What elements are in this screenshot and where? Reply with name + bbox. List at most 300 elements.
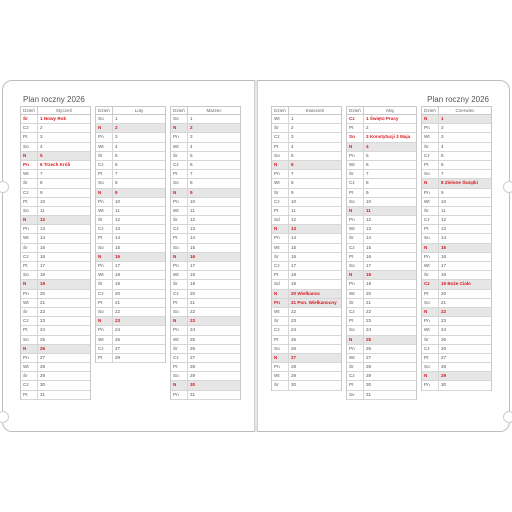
day-row[interactable] — [171, 207, 240, 216]
day-row[interactable] — [171, 290, 240, 299]
day-row[interactable] — [422, 143, 491, 152]
day-row[interactable] — [96, 198, 165, 207]
day-row[interactable] — [171, 143, 240, 152]
day-row[interactable] — [21, 363, 90, 372]
day-entry: 9 — [366, 189, 369, 195]
day-entry: 22 — [40, 308, 46, 314]
day-row[interactable] — [96, 179, 165, 188]
day-entry: 17 — [115, 263, 121, 268]
day-row[interactable] — [347, 161, 416, 170]
day-row[interactable] — [422, 363, 491, 372]
weekday-abbr: Wt — [422, 262, 439, 270]
day-row[interactable] — [171, 115, 240, 124]
day-row[interactable] — [347, 290, 416, 299]
month-table-january — [20, 106, 91, 400]
day-entry: 21 — [441, 299, 447, 305]
day-entry: 30 — [366, 382, 372, 388]
day-row[interactable] — [21, 198, 90, 207]
day-row[interactable] — [272, 170, 341, 179]
day-row[interactable] — [272, 253, 341, 262]
day-entry: 11 — [291, 207, 296, 213]
weekday-abbr: Cz — [96, 345, 113, 353]
day-row[interactable] — [21, 290, 90, 299]
binder-hole — [503, 181, 512, 193]
weekday-abbr: Pn — [422, 381, 439, 389]
month-name: Styczeń — [55, 108, 73, 113]
day-entry: 4 — [190, 143, 193, 149]
day-entry: 28 — [291, 364, 297, 370]
day-row[interactable] — [272, 363, 341, 372]
day-row[interactable] — [272, 372, 341, 381]
day-row[interactable] — [96, 115, 165, 124]
day-row[interactable] — [422, 271, 491, 280]
day-row[interactable] — [272, 336, 341, 345]
day-entry: 11 — [441, 207, 446, 213]
day-row[interactable] — [347, 317, 416, 326]
day-row[interactable] — [171, 225, 240, 234]
day-entry: 6 — [190, 161, 193, 167]
day-row[interactable] — [96, 299, 165, 308]
weekday-abbr: So — [422, 170, 439, 178]
day-row[interactable] — [272, 234, 341, 243]
day-row[interactable] — [96, 290, 165, 299]
day-row[interactable] — [347, 198, 416, 207]
day-row[interactable] — [21, 336, 90, 345]
day-entry: 26 — [366, 345, 372, 351]
day-entry: 12 — [115, 217, 121, 223]
day-row[interactable] — [422, 336, 491, 345]
weekday-abbr: Pt — [21, 391, 38, 399]
day-row[interactable] — [21, 124, 90, 133]
day-entry: 7 — [366, 171, 369, 177]
day-row[interactable] — [21, 326, 90, 335]
day-entry: 6 — [366, 161, 369, 167]
day-entry: 25 — [291, 336, 297, 342]
weekday-abbr: So — [347, 198, 364, 206]
weekday-abbr: Śr — [96, 280, 113, 288]
day-row[interactable] — [96, 262, 165, 271]
day-row[interactable] — [171, 152, 240, 161]
day-row[interactable] — [422, 133, 491, 142]
day-entry: 6 Trzech Króli — [40, 161, 71, 167]
day-row[interactable] — [422, 345, 491, 354]
day-row[interactable] — [422, 308, 491, 317]
day-row[interactable] — [422, 115, 491, 124]
day-column-header: Dzień — [422, 107, 439, 114]
day-entry: 21 — [366, 299, 372, 305]
day-row[interactable] — [171, 124, 240, 133]
day-entry: 10 — [40, 198, 46, 204]
day-row[interactable] — [272, 189, 341, 198]
day-entry: 5 — [40, 152, 43, 158]
day-row[interactable] — [21, 143, 90, 152]
weekday-abbr: Cz — [272, 262, 289, 270]
day-row[interactable] — [272, 280, 341, 289]
day-entry: 4 — [366, 143, 369, 149]
weekday-abbr: Śr — [422, 143, 439, 151]
day-row[interactable] — [21, 207, 90, 216]
day-row[interactable] — [272, 326, 341, 335]
day-row[interactable] — [96, 234, 165, 243]
day-row[interactable] — [347, 308, 416, 317]
weekday-abbr: Cz — [21, 124, 38, 132]
day-entry: 15 — [40, 244, 46, 250]
day-entry: 7 — [291, 171, 294, 177]
day-row[interactable] — [347, 299, 416, 308]
day-entry: 13 — [441, 226, 447, 232]
day-row[interactable] — [347, 133, 416, 142]
day-row[interactable] — [422, 354, 491, 363]
day-row[interactable] — [422, 317, 491, 326]
day-row[interactable] — [171, 198, 240, 207]
day-row[interactable] — [272, 198, 341, 207]
day-column-header: Dzień — [96, 107, 113, 114]
day-entry: 16 — [441, 253, 447, 259]
day-entry: 9 — [40, 189, 43, 195]
day-row[interactable] — [347, 326, 416, 335]
weekday-abbr: Pn — [347, 345, 364, 353]
day-row[interactable] — [347, 225, 416, 234]
day-row[interactable] — [21, 216, 90, 225]
day-row[interactable] — [347, 271, 416, 280]
day-row[interactable] — [347, 216, 416, 225]
day-row[interactable] — [21, 271, 90, 280]
day-row[interactable] — [347, 336, 416, 345]
day-row[interactable] — [272, 299, 341, 308]
day-row[interactable] — [21, 179, 90, 188]
weekday-abbr: N — [347, 143, 364, 151]
weekday-abbr: N — [422, 244, 439, 252]
day-entry: 25 — [441, 336, 447, 342]
day-entry: 16 — [366, 253, 372, 259]
day-row[interactable] — [96, 207, 165, 216]
day-entry: 14 — [190, 235, 196, 241]
weekday-abbr: Cz — [96, 161, 113, 169]
day-row[interactable] — [171, 280, 240, 289]
day-entry: 24 — [40, 327, 46, 333]
day-row[interactable] — [347, 244, 416, 253]
day-entry: 10 — [115, 198, 121, 204]
day-row[interactable] — [422, 152, 491, 161]
day-row[interactable] — [21, 391, 90, 400]
day-row[interactable] — [96, 354, 165, 363]
day-row[interactable] — [96, 253, 165, 262]
day-row[interactable] — [422, 170, 491, 179]
day-row[interactable] — [171, 391, 240, 400]
weekday-abbr: Śr — [347, 234, 364, 242]
weekday-abbr: Pn — [171, 326, 188, 334]
day-row[interactable] — [21, 372, 90, 381]
day-row[interactable] — [96, 280, 165, 289]
day-entry: 20 Wielkanoc — [291, 290, 321, 296]
day-row[interactable] — [21, 225, 90, 234]
day-row[interactable] — [272, 115, 341, 124]
day-row[interactable] — [272, 161, 341, 170]
day-row[interactable] — [171, 189, 240, 198]
month-name: Marzec — [206, 108, 222, 113]
day-column-header: Dzień — [272, 107, 289, 114]
weekday-abbr: Wt — [21, 299, 38, 307]
day-entry: 24 — [190, 327, 196, 333]
day-row[interactable] — [171, 317, 240, 326]
day-row[interactable] — [422, 179, 491, 188]
day-row[interactable] — [96, 216, 165, 225]
day-row[interactable] — [422, 299, 491, 308]
day-row[interactable] — [272, 244, 341, 253]
day-row[interactable] — [96, 336, 165, 345]
weekday-abbr: Wt — [171, 143, 188, 151]
day-row[interactable] — [96, 124, 165, 133]
weekday-abbr: Pn — [96, 262, 113, 270]
day-row[interactable] — [171, 308, 240, 317]
day-row[interactable] — [21, 280, 90, 289]
day-row[interactable] — [96, 189, 165, 198]
weekday-abbr: Pn — [171, 391, 188, 399]
day-row[interactable] — [422, 161, 491, 170]
day-entry: 1 — [190, 116, 193, 121]
weekday-abbr: Pt — [96, 354, 113, 362]
day-row[interactable] — [171, 299, 240, 308]
day-row[interactable] — [272, 381, 341, 390]
day-entry: 1 — [441, 116, 444, 121]
day-row[interactable] — [21, 299, 90, 308]
day-entry: 26 — [291, 345, 297, 351]
day-row[interactable] — [272, 124, 341, 133]
weekday-abbr: Cz — [422, 216, 439, 224]
weekday-abbr: Śr — [272, 253, 289, 261]
day-row[interactable] — [96, 143, 165, 152]
day-row[interactable] — [272, 143, 341, 152]
weekday-abbr: Pt — [171, 234, 188, 242]
day-row[interactable] — [347, 253, 416, 262]
day-entry: 30 — [40, 382, 46, 388]
day-row[interactable] — [96, 326, 165, 335]
day-row[interactable] — [171, 372, 240, 381]
day-row[interactable] — [171, 170, 240, 179]
day-row[interactable] — [96, 152, 165, 161]
day-row[interactable] — [347, 152, 416, 161]
day-row[interactable] — [422, 290, 491, 299]
day-row[interactable] — [272, 354, 341, 363]
weekday-abbr: Pn — [171, 198, 188, 206]
day-row[interactable] — [21, 152, 90, 161]
weekday-abbr: Pt — [171, 299, 188, 307]
day-row[interactable] — [171, 271, 240, 280]
day-row[interactable] — [21, 244, 90, 253]
month-name: Luty — [134, 108, 144, 113]
day-row[interactable] — [272, 225, 341, 234]
weekday-abbr: Pn — [96, 198, 113, 206]
day-entry: 2 — [441, 125, 444, 131]
day-entry: 12 — [366, 217, 372, 223]
day-row[interactable] — [171, 234, 240, 243]
day-row[interactable] — [347, 363, 416, 372]
day-entry: 3 — [40, 134, 43, 140]
day-entry: 18 — [366, 272, 372, 278]
weekday-abbr: Wt — [96, 207, 113, 215]
weekday-abbr: Wt — [272, 308, 289, 316]
day-row[interactable] — [422, 381, 491, 390]
day-entry: 8 — [40, 180, 43, 186]
day-entry: 18 — [115, 272, 121, 278]
weekday-abbr: Wt — [272, 372, 289, 380]
day-row[interactable] — [96, 244, 165, 253]
weekday-abbr: Cz — [96, 290, 113, 298]
day-entry: 8 — [115, 180, 118, 186]
day-row[interactable] — [96, 345, 165, 354]
day-entry: 1 Święto Pracy — [366, 116, 399, 121]
day-row[interactable] — [171, 161, 240, 170]
day-row[interactable] — [422, 234, 491, 243]
day-row[interactable] — [21, 317, 90, 326]
weekday-abbr: So — [21, 143, 38, 151]
weekday-abbr: Pn — [422, 317, 439, 325]
weekday-abbr: Wt — [347, 354, 364, 362]
weekday-abbr: N — [347, 271, 364, 279]
day-row[interactable] — [347, 354, 416, 363]
day-row[interactable] — [96, 271, 165, 280]
day-row[interactable] — [171, 244, 240, 253]
weekday-abbr: Śr — [171, 216, 188, 224]
day-row[interactable] — [272, 262, 341, 271]
day-entry: 12 — [190, 217, 196, 223]
day-row[interactable] — [96, 317, 165, 326]
day-row[interactable] — [422, 253, 491, 262]
weekday-abbr: Śr — [21, 244, 38, 252]
day-row[interactable] — [21, 354, 90, 363]
day-row[interactable] — [272, 179, 341, 188]
day-row[interactable] — [21, 170, 90, 179]
day-row[interactable] — [21, 115, 90, 124]
day-entry: 29 — [291, 373, 297, 379]
day-row[interactable] — [96, 170, 165, 179]
day-entry: 20 — [441, 290, 447, 296]
weekday-abbr: N — [96, 124, 113, 132]
day-row[interactable] — [347, 124, 416, 133]
weekday-abbr: So — [21, 207, 38, 215]
day-row[interactable] — [171, 363, 240, 372]
day-row[interactable] — [96, 133, 165, 142]
day-row[interactable] — [171, 133, 240, 142]
day-entry: 18 — [40, 272, 46, 278]
weekday-abbr: Wt — [171, 207, 188, 215]
day-row[interactable] — [272, 271, 341, 280]
day-row[interactable] — [171, 336, 240, 345]
day-row[interactable] — [422, 225, 491, 234]
weekday-abbr: Pn — [347, 152, 364, 160]
day-row[interactable] — [347, 345, 416, 354]
day-row[interactable] — [21, 133, 90, 142]
day-row[interactable] — [272, 216, 341, 225]
day-row[interactable] — [272, 308, 341, 317]
weekday-abbr: Wt — [272, 115, 289, 123]
day-row[interactable] — [171, 326, 240, 335]
day-row[interactable] — [347, 207, 416, 216]
day-row[interactable] — [171, 262, 240, 271]
day-entry: 27 — [115, 345, 121, 351]
day-row[interactable] — [272, 133, 341, 142]
day-row[interactable] — [171, 253, 240, 262]
day-row[interactable] — [21, 161, 90, 170]
day-row[interactable] — [272, 290, 341, 299]
day-row[interactable] — [422, 189, 491, 198]
day-row[interactable] — [422, 198, 491, 207]
day-row[interactable] — [347, 381, 416, 390]
day-row[interactable] — [422, 372, 491, 381]
day-entry: 14 — [291, 235, 297, 241]
day-row[interactable] — [347, 372, 416, 381]
day-row[interactable] — [21, 262, 90, 271]
day-row[interactable] — [347, 143, 416, 152]
day-row[interactable] — [21, 381, 90, 390]
day-row[interactable] — [171, 381, 240, 390]
day-entry: 30 — [190, 382, 196, 388]
day-row[interactable] — [272, 152, 341, 161]
day-row[interactable] — [21, 345, 90, 354]
day-row[interactable] — [171, 216, 240, 225]
day-row[interactable] — [347, 115, 416, 124]
day-entry: 25 — [115, 336, 121, 342]
day-row[interactable] — [347, 280, 416, 289]
day-row[interactable] — [96, 161, 165, 170]
day-row[interactable] — [422, 280, 491, 289]
day-row[interactable] — [347, 189, 416, 198]
day-entry: 23 — [115, 318, 121, 324]
day-row[interactable] — [272, 317, 341, 326]
day-row[interactable] — [21, 308, 90, 317]
day-entry: 10 — [441, 198, 447, 204]
day-row[interactable] — [347, 170, 416, 179]
day-row[interactable] — [347, 262, 416, 271]
day-row[interactable] — [96, 308, 165, 317]
day-entry: 2 — [40, 125, 43, 131]
day-row[interactable] — [171, 345, 240, 354]
day-entry: 5 — [291, 152, 294, 158]
weekday-abbr: N — [272, 354, 289, 362]
weekday-abbr: Wt — [171, 336, 188, 344]
weekday-abbr: Pt — [272, 207, 289, 215]
month-name: Czerwiec — [455, 108, 475, 113]
day-entry: 19 — [190, 281, 196, 287]
day-row[interactable] — [347, 234, 416, 243]
day-entry: 22 — [115, 308, 121, 314]
weekday-abbr: Śr — [272, 317, 289, 325]
weekday-abbr: So — [347, 133, 364, 141]
weekday-abbr: Pt — [21, 133, 38, 141]
day-row[interactable] — [422, 216, 491, 225]
day-entry: 20 — [40, 290, 46, 296]
day-row[interactable] — [422, 124, 491, 133]
day-entry: 22 — [441, 308, 447, 314]
day-row[interactable] — [272, 345, 341, 354]
day-row[interactable] — [422, 326, 491, 335]
day-row[interactable] — [171, 179, 240, 188]
day-row[interactable] — [347, 179, 416, 188]
weekday-abbr: Cz — [422, 280, 439, 288]
weekday-abbr: Pt — [347, 253, 364, 261]
day-row[interactable] — [422, 207, 491, 216]
day-row[interactable] — [21, 234, 90, 243]
day-row[interactable] — [422, 244, 491, 253]
day-row[interactable] — [422, 262, 491, 271]
day-row[interactable] — [96, 225, 165, 234]
day-row[interactable] — [347, 391, 416, 400]
day-entry: 12 — [291, 217, 297, 223]
day-row[interactable] — [171, 354, 240, 363]
day-row[interactable] — [21, 253, 90, 262]
day-row[interactable] — [21, 189, 90, 198]
day-row[interactable] — [272, 207, 341, 216]
